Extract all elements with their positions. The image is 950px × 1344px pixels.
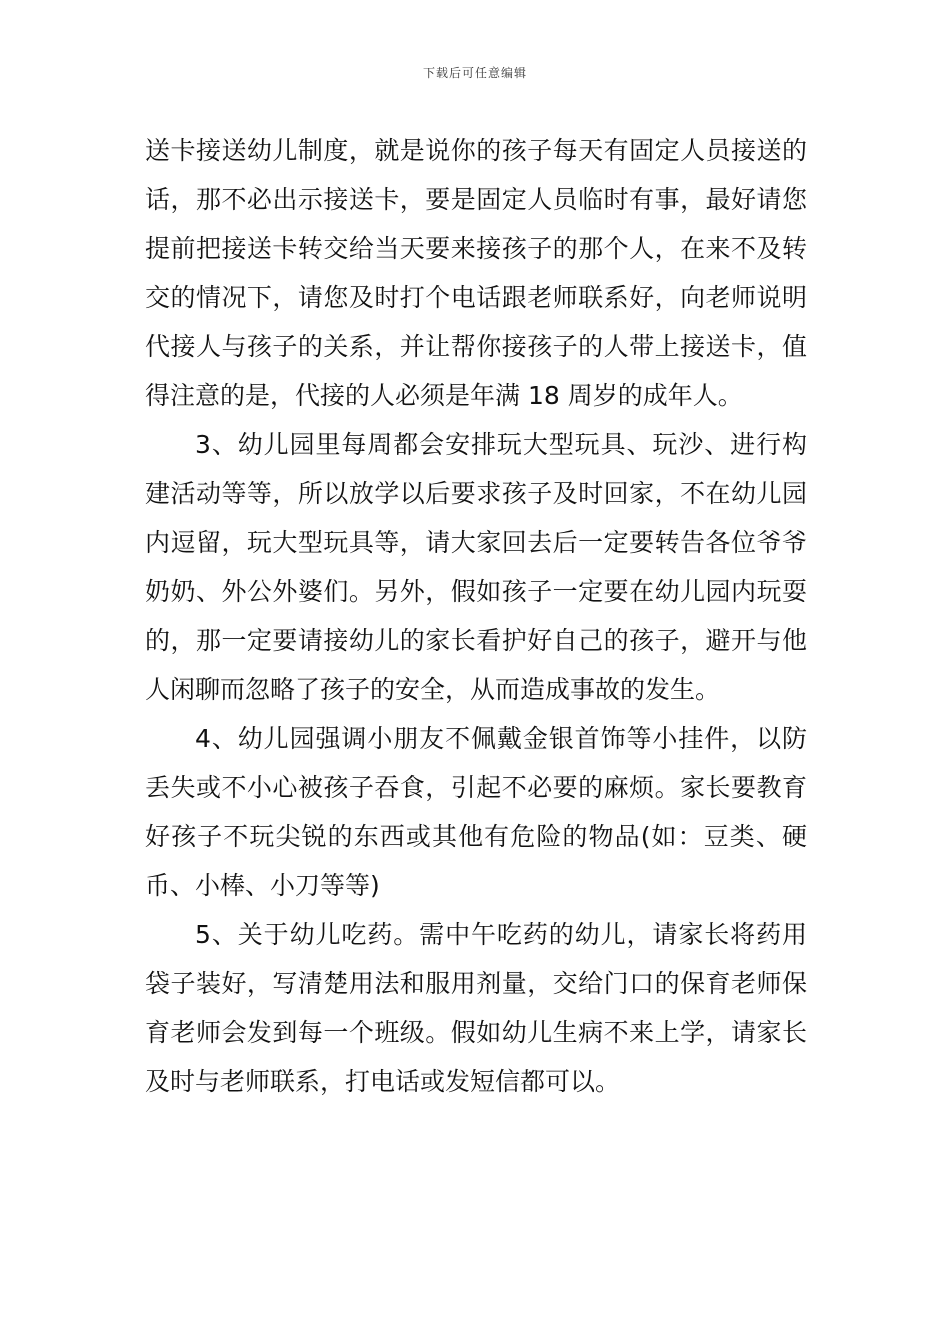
- header-note: 下载后可任意编辑: [422, 66, 527, 80]
- document-body: [145, 126, 807, 1106]
- paragraph-item-3: 3、幼儿园里每周都会安排玩大型玩具、玩沙、进行构建活动等等，所以放学以后要求孩子及时回家，不在幼儿园内逗留，玩大型玩具等，请大家回去后一定要转告各位爷爷奶奶、外公外婆们。另外，假如孩子一定要在幼儿园内玩耍的，那一定要请接幼儿的家长看护好自己的孩子，避开与他人闲聊而忽略了孩子的安全，从而造成事故的发生。: [145, 430, 807, 704]
- paragraph-item-5: 5、关于幼儿吃药。需中午吃药的幼儿，请家长将药用袋子装好，写清楚用法和服用剂量，交给门口的保育老师保育老师会发到每一个班级。假如幼儿生病不来上学，请家长及时与老师联系，打电话或发短信都可以。: [145, 920, 807, 1096]
- paragraph-continued: 送卡接送幼儿制度，就是说你的孩子每天有固定人员接送的话，那不必出示接送卡，要是固定人员临时有事，最好请您提前把接送卡转交给当天要来接孩子的那个人，在来不及转交的情况下，请您及时打个电话跟老师联系好，向老师说明代接人与孩子的关系，并让帮你接孩子的人带上接送卡，值得注意的是，代接的人必须是年满 18 周岁的成年人。: [145, 136, 807, 410]
- paragraph-item-4: 4、幼儿园强调小朋友不佩戴金银首饰等小挂件，以防丢失或不小心被孩子吞食，引起不必要的麻烦。家长要教育好孩子不玩尖锐的东西或其他有危险的物品(如：豆类、硬币、小棒、小刀等等): [145, 724, 807, 900]
